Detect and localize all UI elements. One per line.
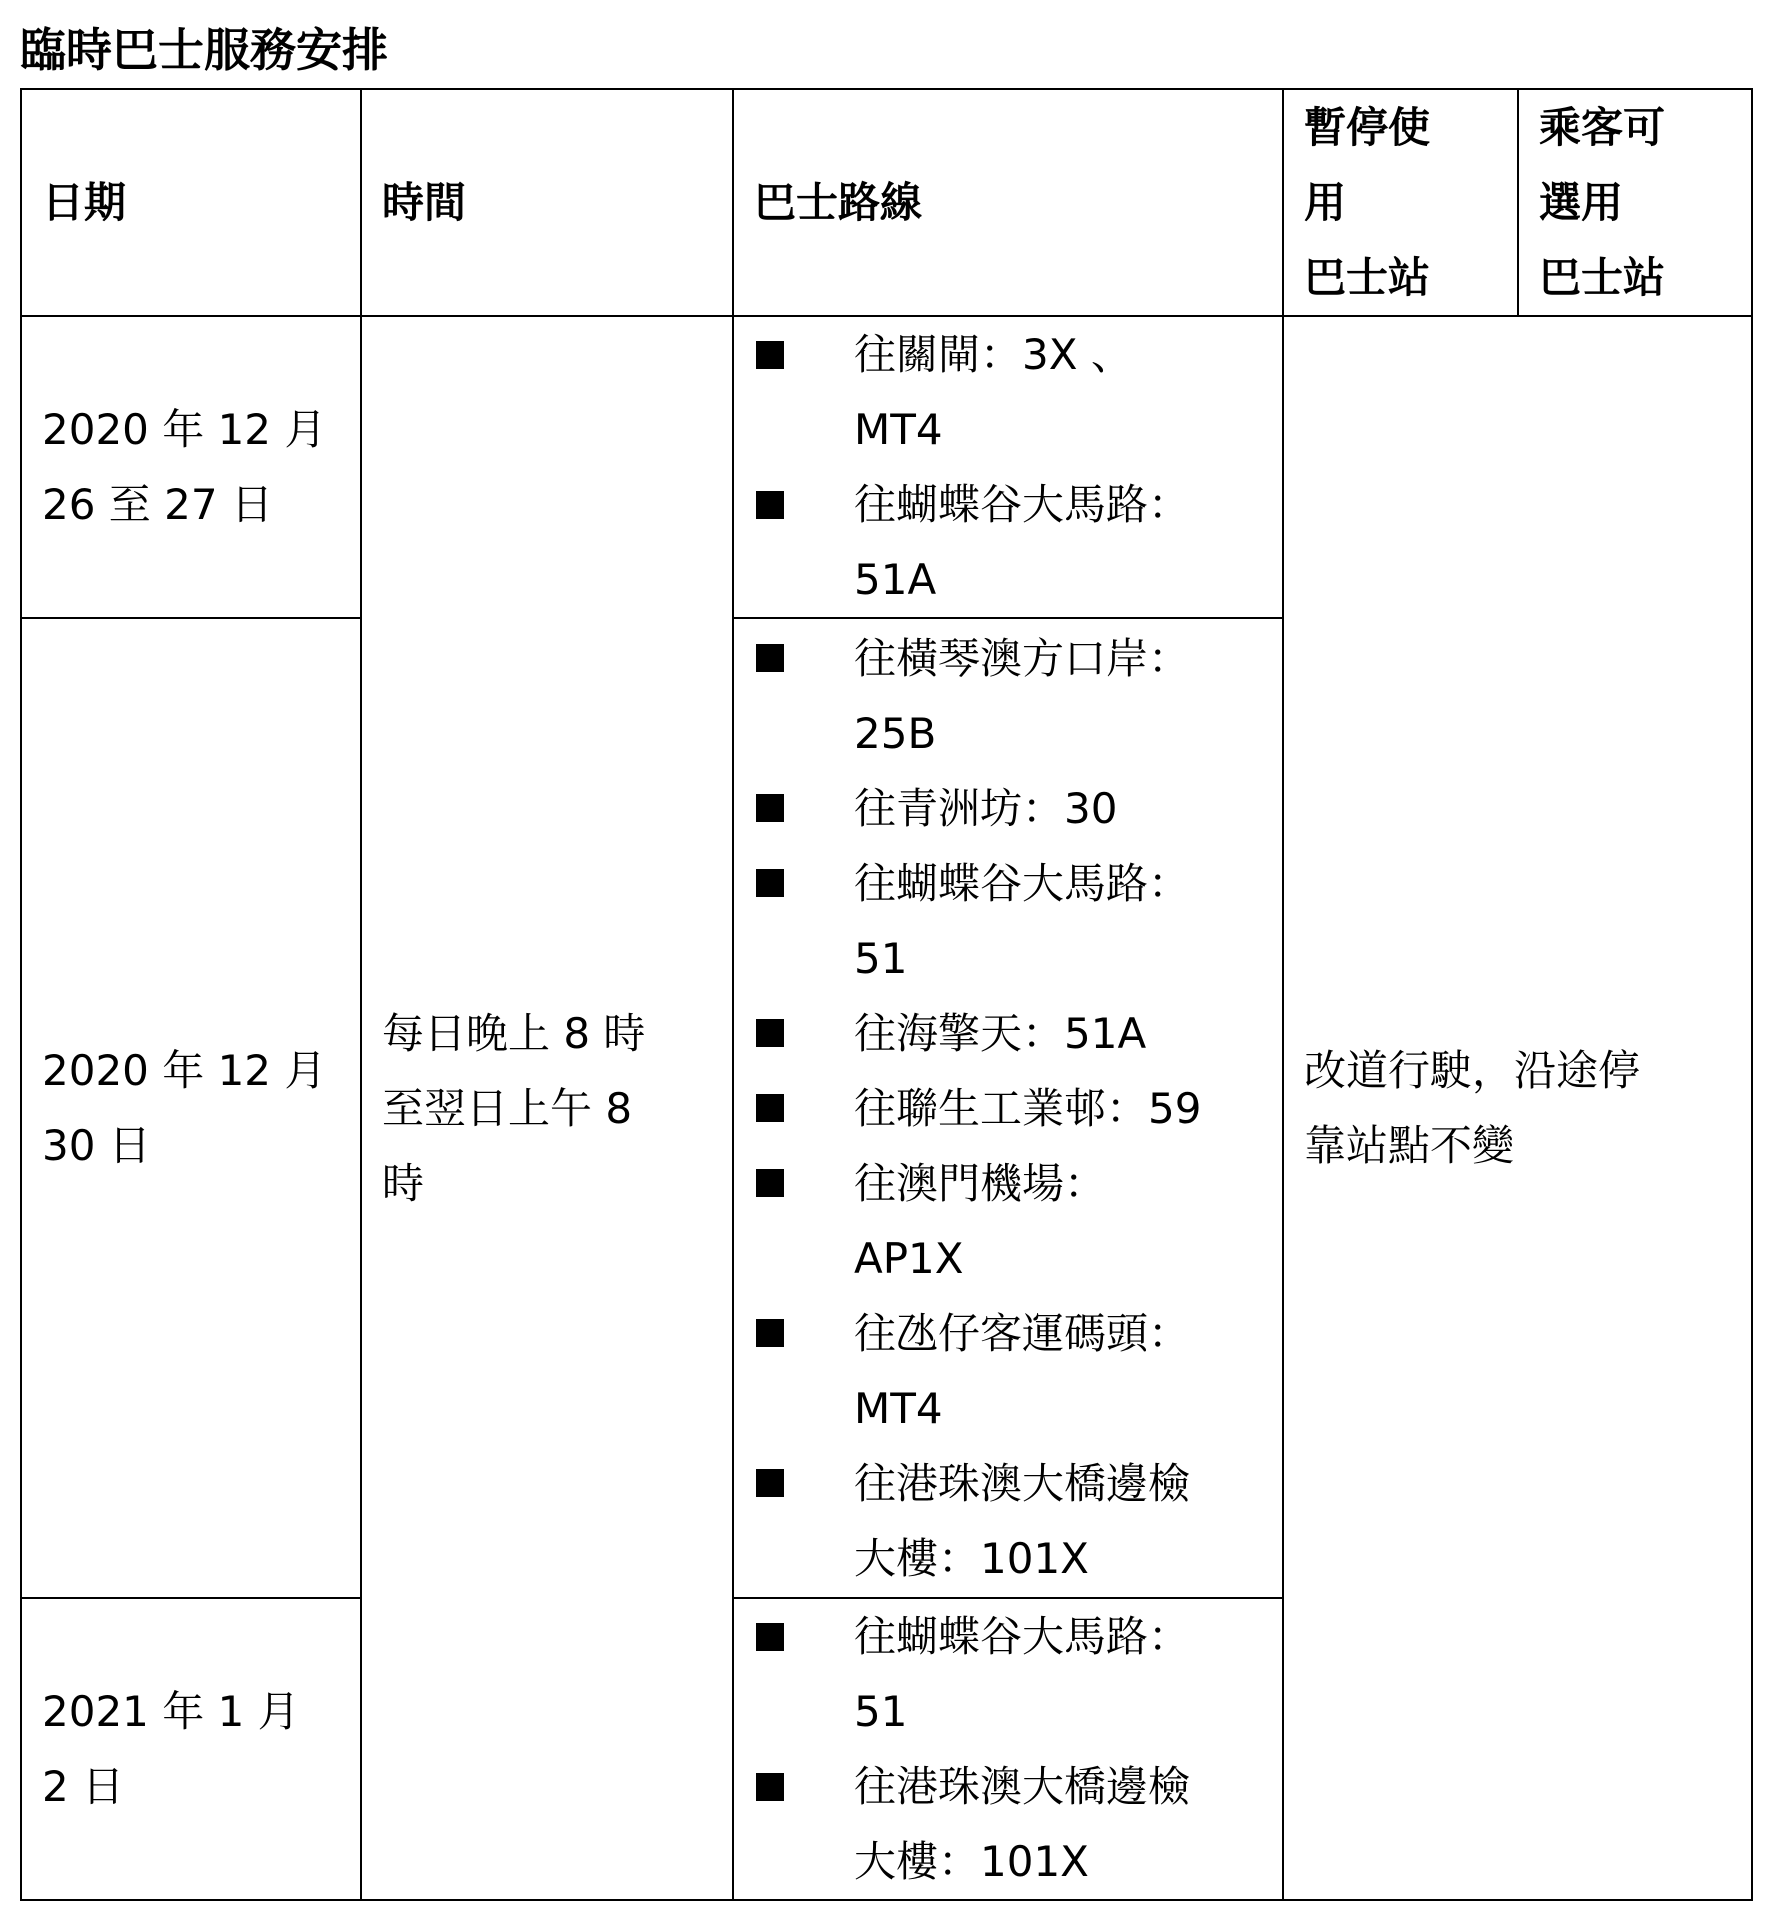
header-time: 時間: [361, 89, 733, 316]
header-date: 日期: [21, 89, 361, 316]
route-list: [756, 621, 1270, 1596]
square-bullet-icon: [756, 1094, 784, 1122]
table-header-row: [21, 89, 1752, 316]
list-item: 往澳門機場： AP1X: [756, 1146, 1270, 1296]
date-cell: 2020 年 12 月 26 至 27 日: [21, 316, 361, 618]
list-item: 往橫琴澳方口岸： 25B: [756, 621, 1270, 771]
square-bullet-icon: [756, 1019, 784, 1047]
route-list: [756, 317, 1270, 617]
date-cell: 2021 年 1 月 2 日: [21, 1598, 361, 1900]
square-bullet-icon: [756, 794, 784, 822]
square-bullet-icon: [756, 1623, 784, 1651]
stop-note-cell: 改道行駛，沿途停 靠站點不變: [1283, 316, 1752, 1900]
list-item: 往氹仔客運碼頭： MT4: [756, 1296, 1270, 1446]
table-row: [21, 316, 1752, 618]
square-bullet-icon: [756, 1773, 784, 1801]
date-cell: 2020 年 12 月 30 日: [21, 618, 361, 1598]
square-bullet-icon: [756, 1469, 784, 1497]
list-item: 往蝴蝶谷大馬路： 51A: [756, 467, 1270, 617]
route-cell: [733, 316, 1283, 618]
list-item: 往港珠澳大橋邊檢 大樓：101X: [756, 1749, 1270, 1899]
page-title: 臨時巴士服務安排: [20, 23, 388, 77]
square-bullet-icon: [756, 1319, 784, 1347]
list-item: 往港珠澳大橋邊檢 大樓：101X: [756, 1446, 1270, 1596]
square-bullet-icon: [756, 869, 784, 897]
list-item: 往關閘：3X 、 MT4: [756, 317, 1270, 467]
header-alternative-stops: 乘客可 選用 巴士站: [1518, 89, 1752, 316]
list-item: 往蝴蝶谷大馬路： 51: [756, 1599, 1270, 1749]
bus-schedule-table: [20, 88, 1753, 1901]
route-cell: [733, 618, 1283, 1598]
square-bullet-icon: [756, 644, 784, 672]
square-bullet-icon: [756, 491, 784, 519]
time-cell: 每日晚上 8 時 至翌日上午 8 時: [361, 316, 733, 1900]
header-route: 巴士路線: [733, 89, 1283, 316]
list-item: 往海擎天：51A: [756, 996, 1270, 1071]
route-cell: [733, 1598, 1283, 1900]
header-suspended-stops: 暫停使 用 巴士站: [1283, 89, 1518, 316]
square-bullet-icon: [756, 341, 784, 369]
route-list: [756, 1599, 1270, 1899]
list-item: 往蝴蝶谷大馬路： 51: [756, 846, 1270, 996]
square-bullet-icon: [756, 1169, 784, 1197]
list-item: 往青洲坊：30: [756, 771, 1270, 846]
list-item: 往聯生工業邨：59: [756, 1071, 1270, 1146]
